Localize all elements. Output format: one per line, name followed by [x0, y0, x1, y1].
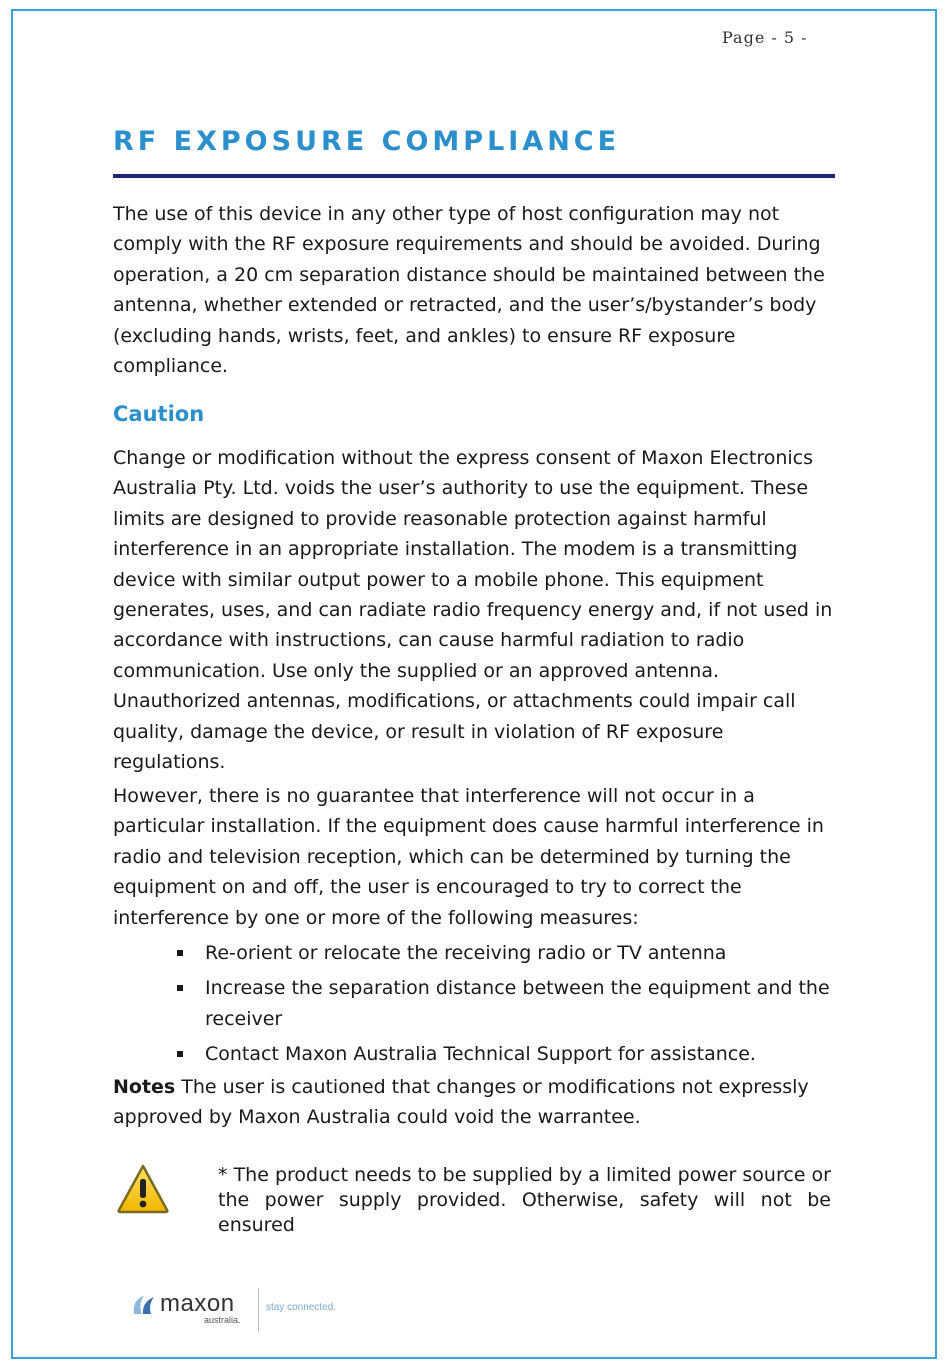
- warning-triangle-icon: [116, 1163, 170, 1215]
- list-item: Increase the separation distance between the equipment and the receiver: [172, 973, 837, 1034]
- logo-subtext: australia.: [204, 1315, 241, 1325]
- measures-list: [172, 938, 837, 1075]
- caution-paragraph: Change or modification without the express consent of Maxon Electronics Australia Pty. Ltd. voids the user’s authority to use the equipment. These limits are designed to provide reasonable protection against harmful interference in an appropriate installation. The modem is a transmitting device with similar output power to a mobile phone. This equipment generates, uses, and can radiate radio frequency energy and, if not used in accordance with instructions, can cause harmful radiation to radio communication. Use only the supplied or an approved antenna. Unauthorized antennas, modifications, or attachments could impair call quality, damage the device, or result in violation of RF exposure regulations.: [113, 447, 833, 774]
- section-title: RF EXPOSURE COMPLIANCE: [113, 126, 621, 157]
- title-underline: [113, 174, 835, 178]
- logo-tagline: stay connected.: [266, 1302, 337, 1313]
- notes-paragraph: [113, 1072, 835, 1133]
- bullet-icon: [177, 950, 183, 956]
- page-number: Page - 5 -: [722, 28, 808, 47]
- maxon-logo: [130, 1286, 360, 1336]
- notes-label: Notes: [113, 1076, 176, 1098]
- list-item: Re-orient or relocate the receiving radio or TV antenna: [172, 938, 837, 968]
- logo-divider: [258, 1288, 259, 1332]
- bullet-icon: [177, 1051, 183, 1057]
- maxon-swoosh-icon: [130, 1292, 158, 1318]
- bullet-icon: [177, 985, 183, 991]
- however-paragraph: However, there is no guarantee that interference will not occur in a particular installation. If the equipment does cause harmful interference in radio and television reception, which can be determined by turning the equipment on and off, the user is encouraged to try to correct the interference by one or more of the following measures:: [113, 785, 824, 929]
- warning-text: * The product needs to be supplied by a limited power source or the power supply provided. Otherwise, safety will not be ensured: [218, 1164, 831, 1236]
- list-item: Contact Maxon Australia Technical Support for assistance.: [172, 1039, 837, 1069]
- logo-wordmark: maxon: [160, 1290, 235, 1317]
- notes-text: The user is cautioned that changes or modifications not expressly approved by Maxon Australia could void the warrantee.: [113, 1076, 809, 1129]
- intro-paragraph: The use of this device in any other type of host configuration may not comply with the RF exposure requirements and should be avoided. During operation, a 20 cm separation distance should be maintained between the antenna, whether extended or retracted, and the user’s/bystander’s body (excluding hands, wrists, feet, and ankles) to ensure RF exposure compliance.: [113, 203, 825, 378]
- caution-heading: Caution: [113, 402, 205, 426]
